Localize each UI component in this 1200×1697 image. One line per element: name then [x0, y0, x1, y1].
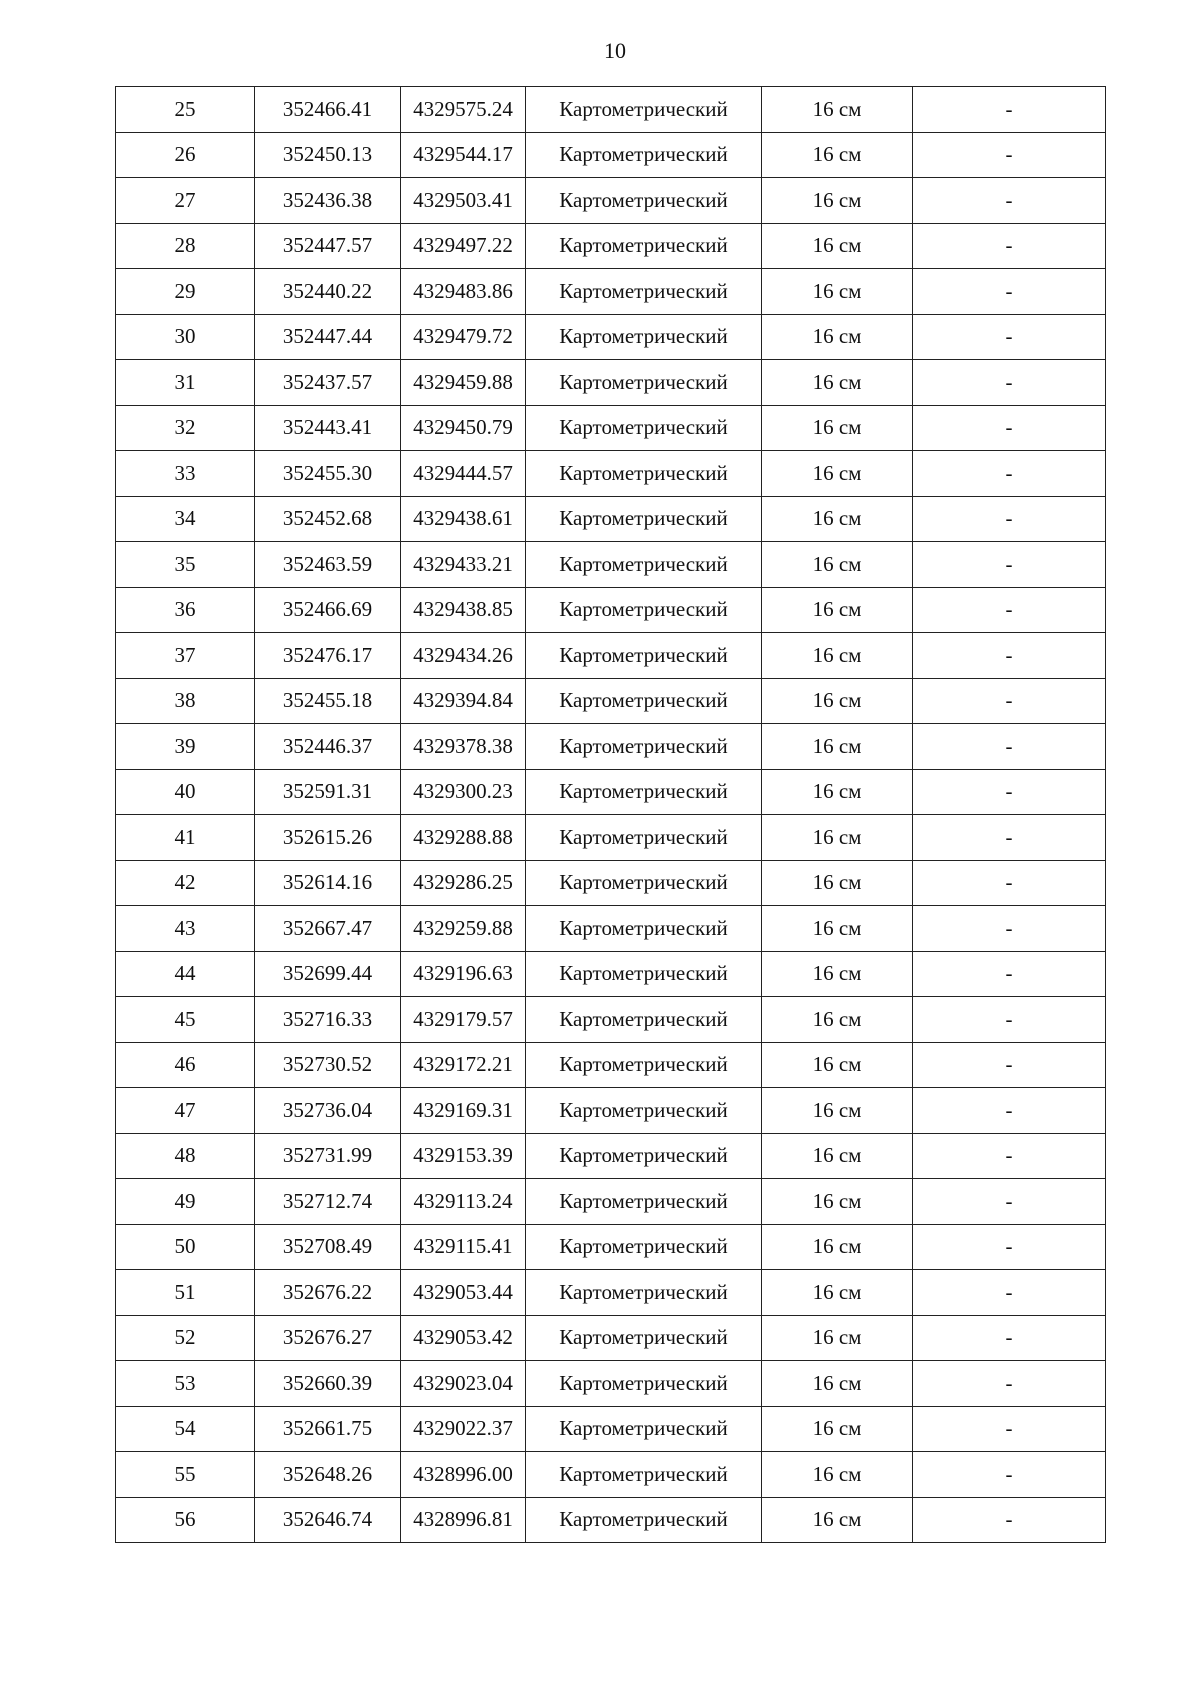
method-cell: Картометрический: [526, 1042, 762, 1088]
note-cell: -: [913, 1497, 1106, 1543]
table-body: [116, 87, 1106, 1543]
coordinate-x-cell: 352476.17: [255, 633, 401, 679]
note-cell: -: [913, 860, 1106, 906]
accuracy-cell: 16 см: [762, 1406, 913, 1452]
point-number-cell: 32: [116, 405, 255, 451]
table-row: [116, 906, 1106, 952]
table-row: [116, 314, 1106, 360]
table-row: [116, 1361, 1106, 1407]
point-number-cell: 52: [116, 1315, 255, 1361]
coordinate-x-cell: 352667.47: [255, 906, 401, 952]
accuracy-cell: 16 см: [762, 633, 913, 679]
point-number-cell: 46: [116, 1042, 255, 1088]
accuracy-cell: 16 см: [762, 769, 913, 815]
table-row: [116, 496, 1106, 542]
method-cell: Картометрический: [526, 997, 762, 1043]
table-row: [116, 815, 1106, 861]
accuracy-cell: 16 см: [762, 587, 913, 633]
coordinate-x-cell: 352699.44: [255, 951, 401, 997]
point-number-cell: 34: [116, 496, 255, 542]
coordinate-y-cell: 4329153.39: [401, 1133, 526, 1179]
coordinate-x-cell: 352440.22: [255, 269, 401, 315]
coordinate-y-cell: 4328996.00: [401, 1452, 526, 1498]
coordinate-x-cell: 352614.16: [255, 860, 401, 906]
method-cell: Картометрический: [526, 314, 762, 360]
point-number-cell: 38: [116, 678, 255, 724]
accuracy-cell: 16 см: [762, 132, 913, 178]
table-row: [116, 1224, 1106, 1270]
note-cell: -: [913, 178, 1106, 224]
point-number-cell: 28: [116, 223, 255, 269]
accuracy-cell: 16 см: [762, 1361, 913, 1407]
accuracy-cell: 16 см: [762, 1224, 913, 1270]
table-row: [116, 1406, 1106, 1452]
coordinate-x-cell: 352730.52: [255, 1042, 401, 1088]
note-cell: -: [913, 1179, 1106, 1225]
note-cell: -: [913, 542, 1106, 588]
note-cell: -: [913, 1361, 1106, 1407]
method-cell: Картометрический: [526, 860, 762, 906]
method-cell: Картометрический: [526, 87, 762, 133]
coordinate-x-cell: 352436.38: [255, 178, 401, 224]
point-number-cell: 37: [116, 633, 255, 679]
table-row: [116, 451, 1106, 497]
coordinate-y-cell: 4329196.63: [401, 951, 526, 997]
coordinate-y-cell: 4329115.41: [401, 1224, 526, 1270]
table-row: [116, 1452, 1106, 1498]
coordinate-x-cell: 352455.18: [255, 678, 401, 724]
point-number-cell: 39: [116, 724, 255, 770]
method-cell: Картометрический: [526, 1406, 762, 1452]
method-cell: Картометрический: [526, 1179, 762, 1225]
coordinate-y-cell: 4329438.85: [401, 587, 526, 633]
table-row: [116, 1179, 1106, 1225]
point-number-cell: 26: [116, 132, 255, 178]
note-cell: -: [913, 633, 1106, 679]
accuracy-cell: 16 см: [762, 314, 913, 360]
point-number-cell: 33: [116, 451, 255, 497]
method-cell: Картометрический: [526, 769, 762, 815]
coordinate-x-cell: 352452.68: [255, 496, 401, 542]
coordinate-y-cell: 4329459.88: [401, 360, 526, 406]
coordinate-y-cell: 4329378.38: [401, 724, 526, 770]
note-cell: -: [913, 587, 1106, 633]
coordinate-x-cell: 352731.99: [255, 1133, 401, 1179]
coordinate-x-cell: 352660.39: [255, 1361, 401, 1407]
coordinate-y-cell: 4329497.22: [401, 223, 526, 269]
note-cell: -: [913, 451, 1106, 497]
coordinate-y-cell: 4329286.25: [401, 860, 526, 906]
method-cell: Картометрический: [526, 132, 762, 178]
table-row: [116, 951, 1106, 997]
coordinate-x-cell: 352712.74: [255, 1179, 401, 1225]
note-cell: -: [913, 951, 1106, 997]
method-cell: Картометрический: [526, 496, 762, 542]
note-cell: -: [913, 1452, 1106, 1498]
accuracy-cell: 16 см: [762, 860, 913, 906]
table-row: [116, 360, 1106, 406]
note-cell: -: [913, 223, 1106, 269]
method-cell: Картометрический: [526, 1361, 762, 1407]
table-row: [116, 678, 1106, 724]
note-cell: -: [913, 1042, 1106, 1088]
point-number-cell: 45: [116, 997, 255, 1043]
point-number-cell: 50: [116, 1224, 255, 1270]
coordinate-x-cell: 352591.31: [255, 769, 401, 815]
table-row: [116, 1270, 1106, 1316]
coordinate-x-cell: 352676.22: [255, 1270, 401, 1316]
point-number-cell: 29: [116, 269, 255, 315]
accuracy-cell: 16 см: [762, 678, 913, 724]
method-cell: Картометрический: [526, 1224, 762, 1270]
coordinate-x-cell: 352648.26: [255, 1452, 401, 1498]
note-cell: -: [913, 906, 1106, 952]
note-cell: -: [913, 1133, 1106, 1179]
point-number-cell: 55: [116, 1452, 255, 1498]
point-number-cell: 49: [116, 1179, 255, 1225]
point-number-cell: 43: [116, 906, 255, 952]
coordinate-y-cell: 4329434.26: [401, 633, 526, 679]
point-number-cell: 30: [116, 314, 255, 360]
coordinate-y-cell: 4328996.81: [401, 1497, 526, 1543]
method-cell: Картометрический: [526, 724, 762, 770]
accuracy-cell: 16 см: [762, 951, 913, 997]
method-cell: Картометрический: [526, 1088, 762, 1134]
accuracy-cell: 16 см: [762, 269, 913, 315]
point-number-cell: 25: [116, 87, 255, 133]
accuracy-cell: 16 см: [762, 496, 913, 542]
point-number-cell: 44: [116, 951, 255, 997]
note-cell: -: [913, 815, 1106, 861]
note-cell: -: [913, 496, 1106, 542]
coordinate-y-cell: 4329479.72: [401, 314, 526, 360]
method-cell: Картометрический: [526, 951, 762, 997]
table-row: [116, 1133, 1106, 1179]
coordinate-x-cell: 352446.37: [255, 724, 401, 770]
table-row: [116, 1042, 1106, 1088]
point-number-cell: 47: [116, 1088, 255, 1134]
note-cell: -: [913, 724, 1106, 770]
method-cell: Картометрический: [526, 678, 762, 724]
coordinate-x-cell: 352455.30: [255, 451, 401, 497]
method-cell: Картометрический: [526, 360, 762, 406]
note-cell: -: [913, 405, 1106, 451]
note-cell: -: [913, 360, 1106, 406]
note-cell: -: [913, 678, 1106, 724]
accuracy-cell: 16 см: [762, 1088, 913, 1134]
table-row: [116, 860, 1106, 906]
coordinate-y-cell: 4329179.57: [401, 997, 526, 1043]
note-cell: -: [913, 1088, 1106, 1134]
method-cell: Картометрический: [526, 1315, 762, 1361]
method-cell: Картометрический: [526, 269, 762, 315]
accuracy-cell: 16 см: [762, 223, 913, 269]
accuracy-cell: 16 см: [762, 451, 913, 497]
table-row: [116, 542, 1106, 588]
point-number-cell: 54: [116, 1406, 255, 1452]
point-number-cell: 56: [116, 1497, 255, 1543]
note-cell: -: [913, 132, 1106, 178]
coordinate-y-cell: 4329023.04: [401, 1361, 526, 1407]
coordinate-x-cell: 352716.33: [255, 997, 401, 1043]
coordinate-x-cell: 352736.04: [255, 1088, 401, 1134]
coordinate-y-cell: 4329169.31: [401, 1088, 526, 1134]
coordinate-x-cell: 352447.44: [255, 314, 401, 360]
coordinate-y-cell: 4329022.37: [401, 1406, 526, 1452]
table-row: [116, 587, 1106, 633]
coordinate-x-cell: 352661.75: [255, 1406, 401, 1452]
point-number-cell: 51: [116, 1270, 255, 1316]
point-number-cell: 48: [116, 1133, 255, 1179]
accuracy-cell: 16 см: [762, 724, 913, 770]
point-number-cell: 35: [116, 542, 255, 588]
point-number-cell: 42: [116, 860, 255, 906]
coordinate-x-cell: 352615.26: [255, 815, 401, 861]
table-row: [116, 132, 1106, 178]
coordinate-y-cell: 4329438.61: [401, 496, 526, 542]
table-row: [116, 87, 1106, 133]
note-cell: -: [913, 1315, 1106, 1361]
point-number-cell: 36: [116, 587, 255, 633]
table-row: [116, 178, 1106, 224]
accuracy-cell: 16 см: [762, 815, 913, 861]
coordinate-x-cell: 352646.74: [255, 1497, 401, 1543]
coordinate-x-cell: 352466.41: [255, 87, 401, 133]
coordinates-table: [115, 86, 1106, 1543]
coordinate-x-cell: 352443.41: [255, 405, 401, 451]
point-number-cell: 31: [116, 360, 255, 406]
table-row: [116, 1497, 1106, 1543]
method-cell: Картометрический: [526, 1452, 762, 1498]
accuracy-cell: 16 см: [762, 178, 913, 224]
point-number-cell: 40: [116, 769, 255, 815]
coordinate-y-cell: 4329503.41: [401, 178, 526, 224]
coordinate-x-cell: 352466.69: [255, 587, 401, 633]
method-cell: Картометрический: [526, 587, 762, 633]
table-row: [116, 223, 1106, 269]
note-cell: -: [913, 1270, 1106, 1316]
accuracy-cell: 16 см: [762, 1452, 913, 1498]
coordinate-x-cell: 352463.59: [255, 542, 401, 588]
note-cell: -: [913, 769, 1106, 815]
coordinate-x-cell: 352447.57: [255, 223, 401, 269]
coordinate-x-cell: 352676.27: [255, 1315, 401, 1361]
method-cell: Картометрический: [526, 1497, 762, 1543]
method-cell: Картометрический: [526, 815, 762, 861]
table-row: [116, 405, 1106, 451]
method-cell: Картометрический: [526, 178, 762, 224]
coordinate-y-cell: 4329444.57: [401, 451, 526, 497]
accuracy-cell: 16 см: [762, 1133, 913, 1179]
coordinate-y-cell: 4329394.84: [401, 678, 526, 724]
coordinate-y-cell: 4329053.44: [401, 1270, 526, 1316]
table-row: [116, 724, 1106, 770]
accuracy-cell: 16 см: [762, 1270, 913, 1316]
method-cell: Картометрический: [526, 906, 762, 952]
accuracy-cell: 16 см: [762, 997, 913, 1043]
page-number: 10: [604, 38, 626, 63]
coordinate-y-cell: 4329544.17: [401, 132, 526, 178]
accuracy-cell: 16 см: [762, 1315, 913, 1361]
coordinate-x-cell: 352708.49: [255, 1224, 401, 1270]
method-cell: Картометрический: [526, 1270, 762, 1316]
coordinate-y-cell: 4329575.24: [401, 87, 526, 133]
method-cell: Картометрический: [526, 405, 762, 451]
accuracy-cell: 16 см: [762, 542, 913, 588]
accuracy-cell: 16 см: [762, 360, 913, 406]
coordinate-y-cell: 4329483.86: [401, 269, 526, 315]
accuracy-cell: 16 см: [762, 1179, 913, 1225]
point-number-cell: 27: [116, 178, 255, 224]
coordinate-y-cell: 4329300.23: [401, 769, 526, 815]
coordinate-y-cell: 4329450.79: [401, 405, 526, 451]
coordinate-y-cell: 4329172.21: [401, 1042, 526, 1088]
note-cell: -: [913, 1406, 1106, 1452]
coordinate-y-cell: 4329113.24: [401, 1179, 526, 1225]
method-cell: Картометрический: [526, 633, 762, 679]
coordinate-x-cell: 352437.57: [255, 360, 401, 406]
note-cell: -: [913, 1224, 1106, 1270]
point-number-cell: 41: [116, 815, 255, 861]
coordinate-y-cell: 4329259.88: [401, 906, 526, 952]
note-cell: -: [913, 314, 1106, 360]
table-row: [116, 633, 1106, 679]
table-row: [116, 997, 1106, 1043]
accuracy-cell: 16 см: [762, 1042, 913, 1088]
accuracy-cell: 16 см: [762, 405, 913, 451]
accuracy-cell: 16 см: [762, 1497, 913, 1543]
table-row: [116, 1088, 1106, 1134]
coordinate-x-cell: 352450.13: [255, 132, 401, 178]
coordinate-y-cell: 4329433.21: [401, 542, 526, 588]
table-row: [116, 1315, 1106, 1361]
method-cell: Картометрический: [526, 223, 762, 269]
method-cell: Картометрический: [526, 542, 762, 588]
note-cell: -: [913, 269, 1106, 315]
point-number-cell: 53: [116, 1361, 255, 1407]
accuracy-cell: 16 см: [762, 87, 913, 133]
note-cell: -: [913, 87, 1106, 133]
table-row: [116, 269, 1106, 315]
coordinate-y-cell: 4329053.42: [401, 1315, 526, 1361]
accuracy-cell: 16 см: [762, 906, 913, 952]
method-cell: Картометрический: [526, 1133, 762, 1179]
table-row: [116, 769, 1106, 815]
method-cell: Картометрический: [526, 451, 762, 497]
note-cell: -: [913, 997, 1106, 1043]
coordinate-y-cell: 4329288.88: [401, 815, 526, 861]
